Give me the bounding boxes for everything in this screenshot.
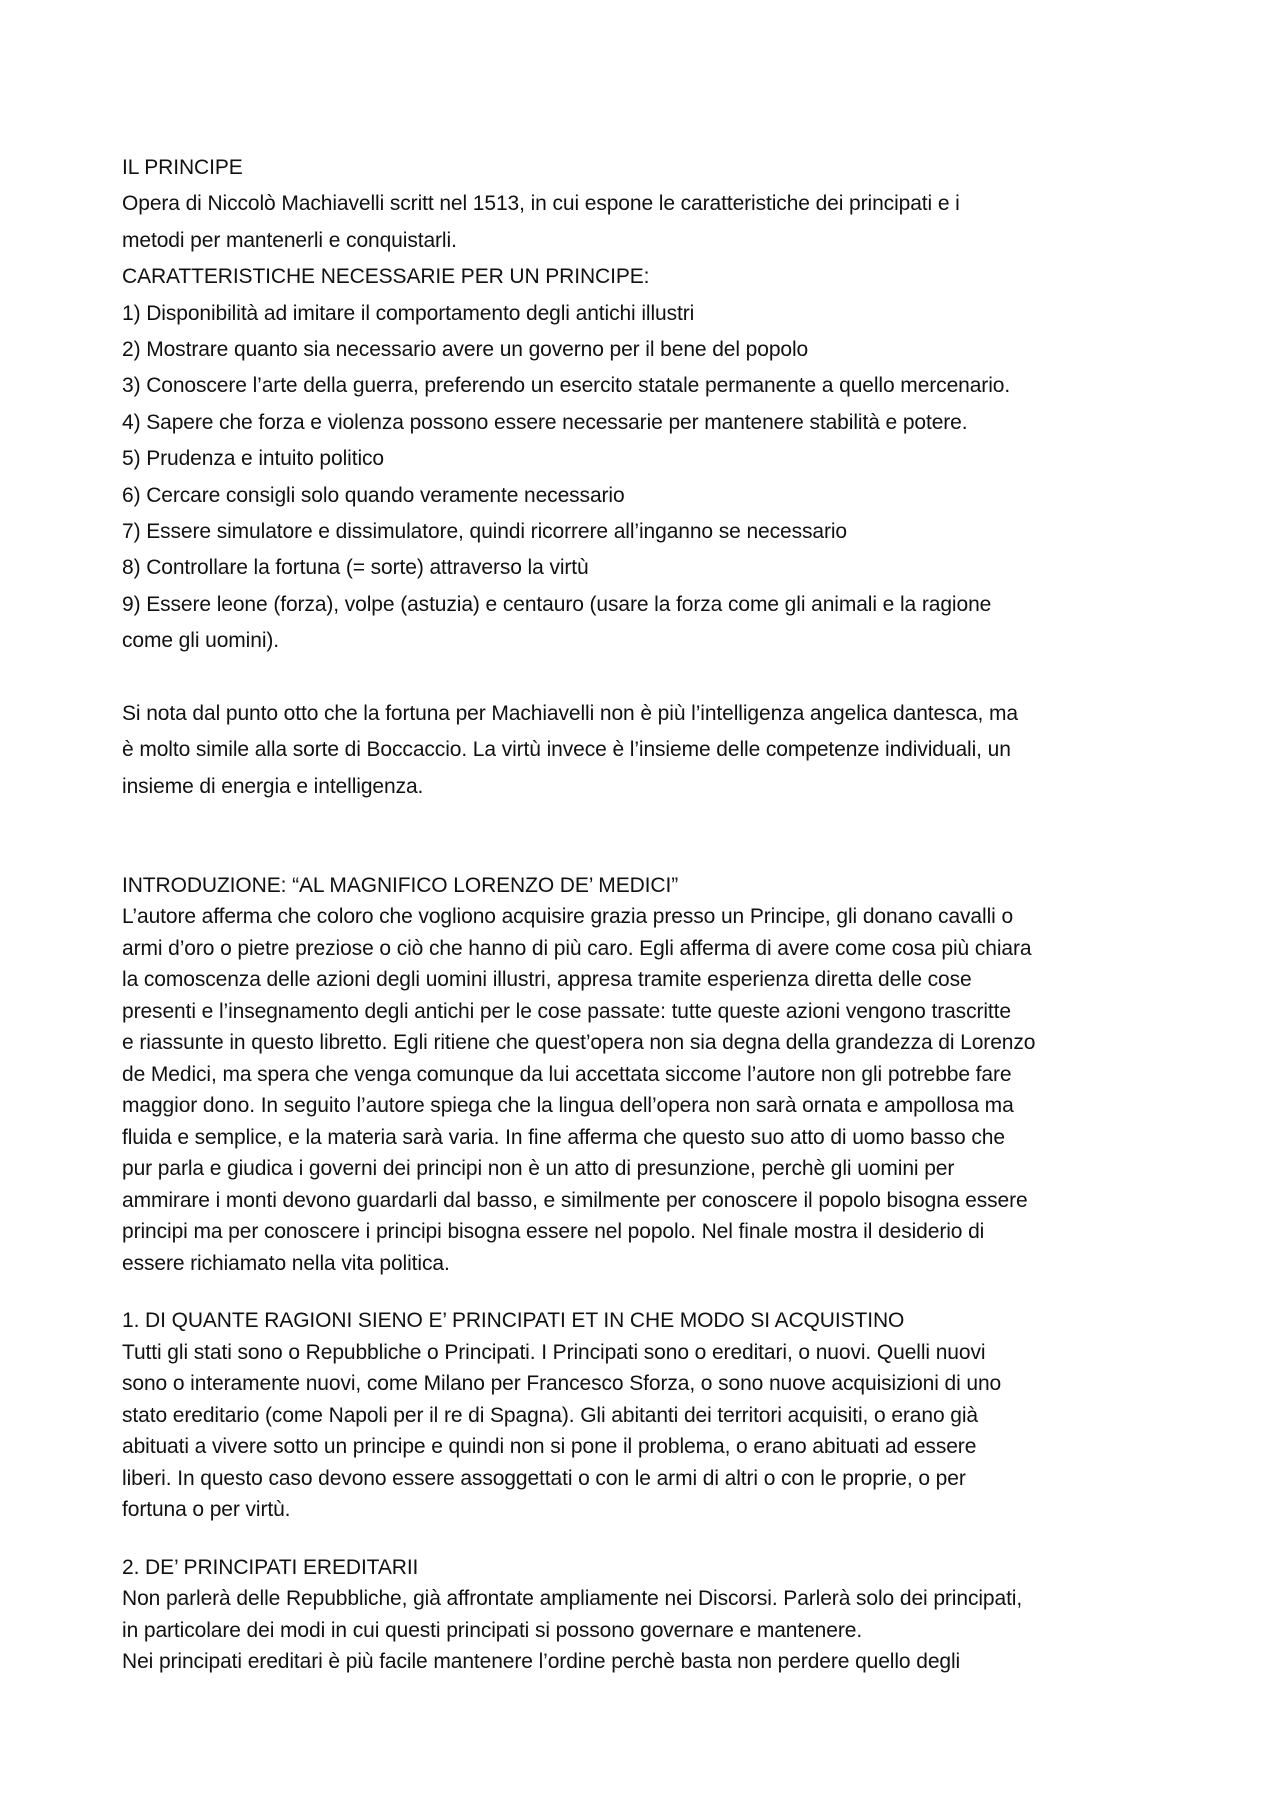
characteristic-item: 5) Prudenza e intuito politico bbox=[122, 447, 384, 471]
introduction-heading: INTRODUZIONE: “AL MAGNIFICO LORENZO DE’ MEDICI” bbox=[122, 873, 679, 897]
introduction-line: L’autore afferma che coloro che vogliono acquisire grazia presso un Principe, gli donano cavalli o bbox=[122, 905, 1014, 929]
chapter2-line: in particolare dei modi in cui questi principati si possono governare e mantenere. bbox=[122, 1618, 863, 1642]
introduction-line: pur parla e giudica i governi dei principi non è un atto di presunzione, perchè gli uomini per bbox=[122, 1157, 955, 1181]
chapter1-line: fortuna o per virtù. bbox=[122, 1498, 291, 1522]
chapter2-heading: 2. DE’ PRINCIPATI EREDITARII bbox=[122, 1555, 419, 1579]
chapter2-line: Nei principati ereditari è più facile mantenere l’ordine perchè basta non perdere quello degli bbox=[122, 1650, 961, 1674]
introduction-line: de Medici, ma spera che venga comunque da lui accettata siccome l’autore non gli potrebbe fare bbox=[122, 1062, 1012, 1086]
paragraph-gap bbox=[122, 805, 1172, 841]
document-title: IL PRINCIPE bbox=[122, 156, 243, 179]
introduction-line: e riassunte in questo libretto. Egli ritiene che quest’opera non sia degna della grandezza di Lorenzo bbox=[122, 1031, 1036, 1055]
characteristic-item: 1) Disponibilità ad imitare il comportamento degli antichi illustri bbox=[122, 301, 695, 325]
paragraph-gap bbox=[122, 1279, 1172, 1305]
note-line: Si nota dal punto otto che la fortuna per Machiavelli non è più l’intelligenza angelica dantesca, ma bbox=[122, 702, 1018, 726]
characteristic-item: 8) Controllare la fortuna (= sorte) attraverso la virtù bbox=[122, 556, 589, 580]
introduction-line: essere richiamato nella vita politica. bbox=[122, 1251, 450, 1275]
chapter1-heading: 1. DI QUANTE RAGIONI SIENO E’ PRINCIPATI ET IN CHE MODO SI ACQUISTINO bbox=[122, 1309, 905, 1333]
characteristic-item: 3) Conoscere l’arte della guerra, preferendo un esercito statale permanente a quello mercenario. bbox=[122, 374, 1011, 398]
characteristic-item: 6) Cercare consigli solo quando veramente necessario bbox=[122, 483, 625, 507]
chapter1-line: abituati a vivere sotto un principe e quindi non si pone il problema, o erano abituati ad essere bbox=[122, 1435, 977, 1459]
introduction-section bbox=[122, 870, 1172, 1678]
chapter1-line: Tutti gli stati sono o Repubbliche o Principati. I Principati sono o ereditari, o nuovi. Quelli nuovi bbox=[122, 1340, 986, 1364]
document-page bbox=[122, 150, 1172, 1678]
chapter2-line: Non parlerà delle Repubbliche, già affrontate ampliamente nei Discorsi. Parlerà solo dei principati, bbox=[122, 1587, 1023, 1611]
chapter1-line: stato ereditario (come Napoli per il re di Spagna). Gli abitanti dei territori acquisiti, o erano già bbox=[122, 1403, 978, 1427]
paragraph-gap bbox=[122, 660, 1172, 696]
introduction-line: la comoscenza delle azioni degli uomini illustri, appresa tramite esperienza diretta delle cose bbox=[122, 968, 972, 992]
characteristics-heading: CARATTERISTICHE NECESSARIE PER UN PRINCIPE: bbox=[122, 265, 650, 289]
introduction-line: maggior dono. In seguito l’autore spiega che la lingua dell’opera non sarà ornata e ampollosa ma bbox=[122, 1094, 1014, 1118]
introduction-line: armi d’oro o pietre preziose o ciò che hanno di più caro. Egli afferma di avere come cosa più chiara bbox=[122, 936, 1032, 960]
note-line: è molto simile alla sorte di Boccaccio. La virtù invece è l’insieme delle competenze individuali, un bbox=[122, 738, 1011, 762]
characteristic-item: come gli uomini). bbox=[122, 629, 280, 653]
characteristic-item: 4) Sapere che forza e violenza possono essere necessarie per mantenere stabilità e potere. bbox=[122, 410, 968, 434]
chapter1-line: liberi. In questo caso devono essere assoggettati o con le armi di altri o con le proprie, o per bbox=[122, 1466, 966, 1490]
intro-line: Opera di Niccolò Machiavelli scritt nel 1513, in cui espone le caratteristiche dei principati e i bbox=[122, 192, 960, 216]
introduction-line: ammirare i monti devono guardarli dal basso, e similmente per conoscere il popolo bisogna essere bbox=[122, 1188, 1028, 1212]
intro-line: metodi per mantenerli e conquistarli. bbox=[122, 228, 457, 252]
introduction-line: presenti e l’insegnamento degli antichi per le cose passate: tutte queste azioni vengono trascritte bbox=[122, 999, 1011, 1023]
note-line: insieme di energia e intelligenza. bbox=[122, 774, 424, 798]
characteristic-item: 7) Essere simulatore e dissimulatore, quindi ricorrere all’inganno se necessario bbox=[122, 520, 848, 544]
characteristic-item: 9) Essere leone (forza), volpe (astuzia) e centauro (usare la forza come gli animali e la ragione bbox=[122, 592, 992, 616]
chapter1-line: sono o interamente nuovi, come Milano per Francesco Sforza, o sono nuove acquisizioni di uno bbox=[122, 1372, 1002, 1396]
characteristic-item: 2) Mostrare quanto sia necessario avere un governo per il bene del popolo bbox=[122, 338, 809, 362]
paragraph-gap bbox=[122, 1526, 1172, 1552]
introduction-line: fluida e semplice, e la materia sarà varia. In fine afferma che questo suo atto di uomo basso che bbox=[122, 1125, 1005, 1149]
introduction-line: principi ma per conoscere i principi bisogna essere nel popolo. Nel finale mostra il desiderio di bbox=[122, 1220, 985, 1244]
